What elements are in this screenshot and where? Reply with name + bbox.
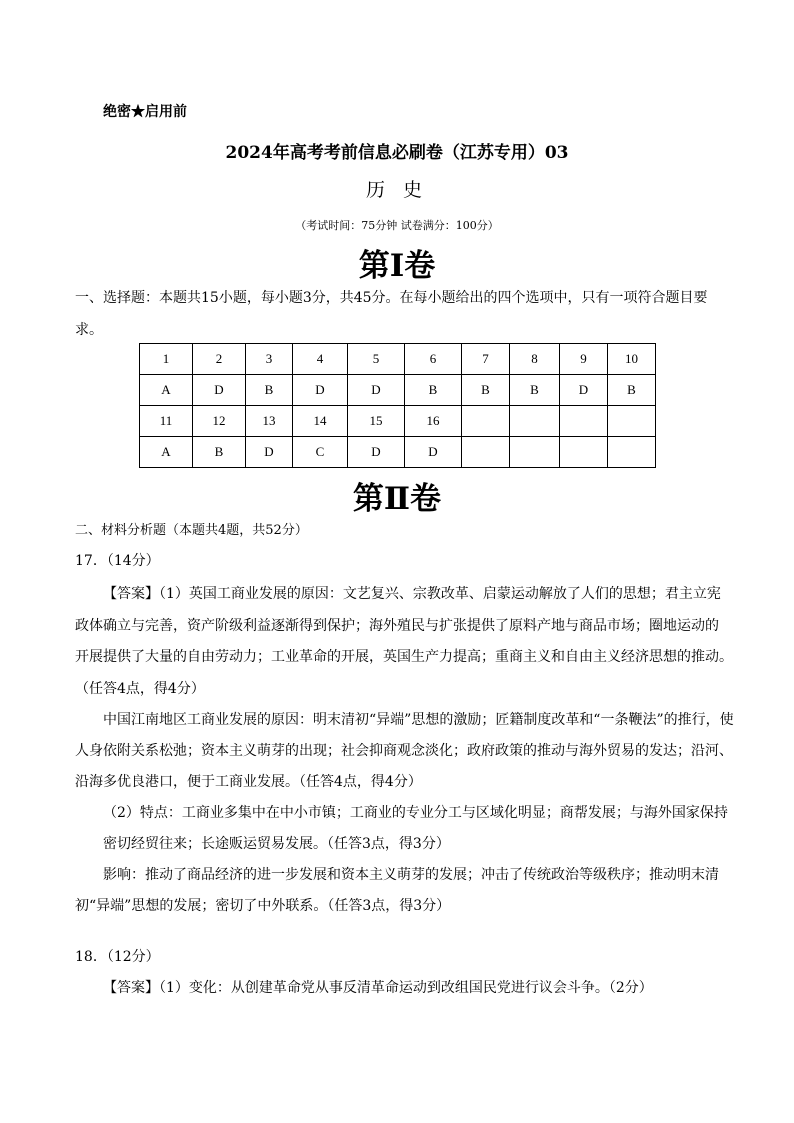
answer-cell: B <box>193 437 246 468</box>
question-number-cell <box>560 406 608 437</box>
q17-line: 沿海多优良港口，便于工商业发展。（任答4点，得4分） <box>75 774 422 790</box>
question-number-cell <box>510 406 560 437</box>
question-number-row <box>140 406 656 437</box>
answer-cell: B <box>246 375 293 406</box>
question-number-cell: 10 <box>608 344 656 375</box>
answer-cell: D <box>560 375 608 406</box>
answer-cell <box>608 437 656 468</box>
question-number-row <box>140 344 656 375</box>
answer-cell: B <box>608 375 656 406</box>
question-number-cell: 2 <box>193 344 246 375</box>
answer-cell: B <box>510 375 560 406</box>
subject-title: 历 史 <box>365 179 429 201</box>
part2-heading: 第Ⅱ卷 <box>352 481 442 517</box>
question-number-cell: 15 <box>348 406 405 437</box>
answer-cell <box>510 437 560 468</box>
question-number-cell: 4 <box>293 344 348 375</box>
question-number-cell: 16 <box>405 406 462 437</box>
q17-line: 中国江南地区工商业发展的原因：明末清初“异端”思想的激励；匠籍制度改革和“一条鞭法”的推行，使 <box>103 712 734 728</box>
q17-line: （任答4点，得4分） <box>75 681 205 697</box>
answer-cell: D <box>348 375 405 406</box>
question-number-cell: 1 <box>140 344 193 375</box>
confidential-label: 绝密★启用前 <box>103 104 187 120</box>
q18-line: 【答案】（1）变化：从创建革命党从事反清革命运动到改组国民党进行议会斗争。（2分） <box>103 980 653 996</box>
instructions-line1: 一、选择题：本题共15小题，每小题3分，共45分。在每小题给出的四个选项中，只有一项符合题目要 <box>75 290 708 306</box>
question-number-cell: 8 <box>510 344 560 375</box>
answer-row <box>140 375 656 406</box>
q17-line: 开展提供了大量的自由劳动力；工业革命的开展，英国生产力提高；重商主义和自由主义经济思想的推动。 <box>75 649 733 665</box>
answer-row <box>140 437 656 468</box>
answer-cell <box>462 437 510 468</box>
q17-line: 人身依附关系松弛；资本主义萌芽的出现；社会抑商观念淡化；政府政策的推动与海外贸易的发达；沿河、 <box>75 743 733 759</box>
exam-info: （考试时间：75分钟 试卷满分：100分） <box>295 219 499 232</box>
question-number-cell: 5 <box>348 344 405 375</box>
answer-cell: A <box>140 437 193 468</box>
answer-cell <box>560 437 608 468</box>
exam-title: 2024年高考考前信息必刷卷（江苏专用）03 <box>225 143 569 163</box>
answer-cell: C <box>293 437 348 468</box>
question-number-cell <box>462 406 510 437</box>
q17-line: 影响：推动了商品经济的进一步发展和资本主义萌芽的发展；冲击了传统政治等级秩序；推动明末清 <box>103 867 719 883</box>
answer-cell: D <box>293 375 348 406</box>
question-number-cell: 13 <box>246 406 293 437</box>
question-number-cell: 14 <box>293 406 348 437</box>
question-number-cell: 7 <box>462 344 510 375</box>
answer-cell: D <box>193 375 246 406</box>
question-number-cell: 11 <box>140 406 193 437</box>
q17-line: 政体确立与完善，资产阶级利益逐渐得到保护；海外殖民与扩张提供了原料产地与商品市场；圈地运动的 <box>75 618 719 634</box>
part1-heading: 第Ⅰ卷 <box>358 248 436 284</box>
section-title: 二、材料分析题（本题共4题，共52分） <box>75 523 308 538</box>
answer-cell: D <box>246 437 293 468</box>
question-number-cell <box>608 406 656 437</box>
question-number-cell: 3 <box>246 344 293 375</box>
q17-line: （2）特点：工商业多集中在中小市镇；工商业的专业分工与区域化明显；商帮发展；与海外国家保持 <box>103 805 728 821</box>
q18-label: 18．（12分） <box>75 949 160 965</box>
question-number-cell: 9 <box>560 344 608 375</box>
q17-line: 初“异端”思想的发展；密切了中外联系。（任答3点，得3分） <box>75 898 451 914</box>
answer-cell: B <box>405 375 462 406</box>
answer-cell: D <box>348 437 405 468</box>
answer-cell: D <box>405 437 462 468</box>
question-number-cell: 6 <box>405 344 462 375</box>
q17-line: 【答案】（1）英国工商业发展的原因：文艺复兴、宗教改革、启蒙运动解放了人们的思想；君主立宪 <box>103 586 721 602</box>
question-number-cell: 12 <box>193 406 246 437</box>
instructions-line2: 求。 <box>75 322 103 338</box>
answer-cell: B <box>462 375 510 406</box>
q17-label: 17．（14分） <box>75 553 160 569</box>
answer-table <box>139 343 656 468</box>
q17-line: 密切经贸往来；长途贩运贸易发展。（任答3点，得3分） <box>103 836 450 852</box>
answer-cell: A <box>140 375 193 406</box>
